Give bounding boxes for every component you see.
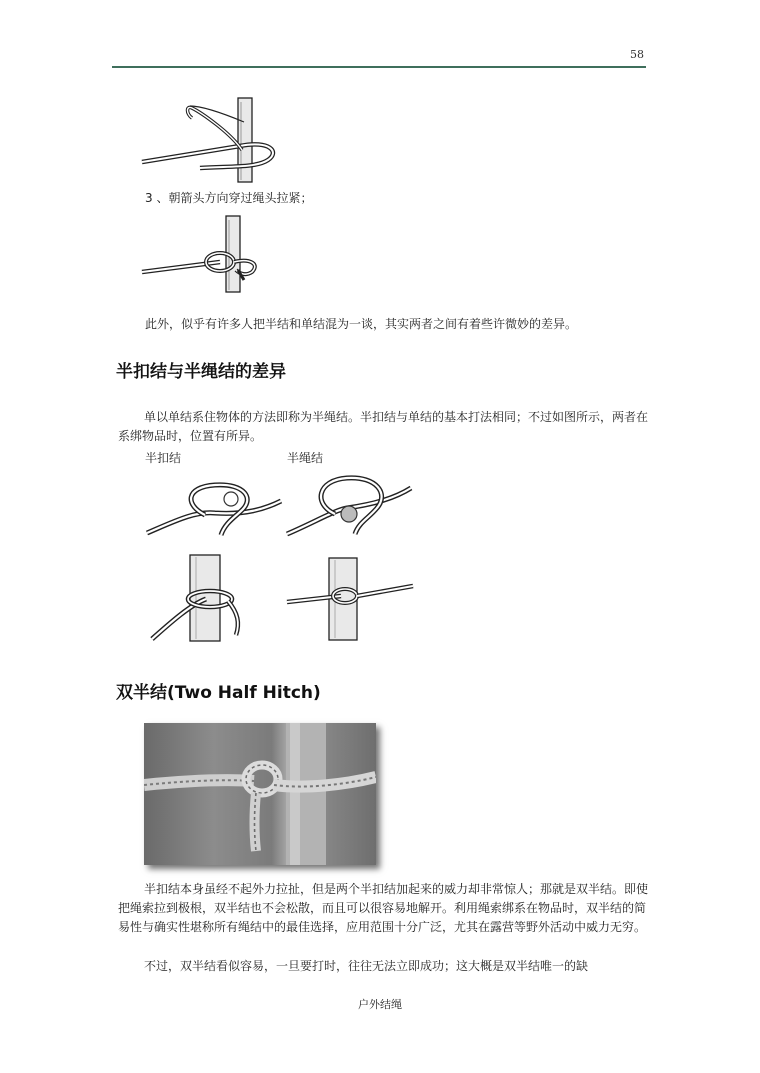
two-half-hitch-photo: [144, 723, 376, 865]
section2-paragraph1: 半扣结本身虽经不起外力拉扯，但是两个半扣结加起来的威力却非常惊人；那就是双半结。即使把绳索拉到极根，双半结也不会松散，而且可以很容易地解开。利用绳索绑系在物品时，双半结的简易性与确实性堪称所有绳结中的最佳选择，应用范围十分广泛，尤其在露营等野外活动中威力无穷。: [118, 882, 649, 934]
footer-title: 户外结绳: [358, 998, 402, 1011]
pole-half-knot-illustration: [285, 556, 415, 642]
step3-caption: 3 、朝箭头方向穿过绳头拉紧；: [145, 191, 313, 205]
label-half-knot: 半绳结: [287, 451, 324, 465]
section1-title: 半扣结与半绳结的差异: [116, 362, 286, 382]
half-knot-illustration: [285, 470, 415, 542]
label-half-hitch: 半扣结: [145, 451, 182, 465]
half-hitch-illustration: [145, 475, 285, 543]
page-number: 58: [630, 48, 644, 61]
knot-step3-illustration: [140, 212, 280, 294]
intro-paragraph: 此外，似乎有许多人把半结和单结混为一谈，其实两者之间有着些许微妙的差异。: [145, 317, 578, 331]
section1-paragraph: 单以单结系住物体的方法即称为半绳结。半扣结与单结的基本打法相同；不过如图所示，两者在系绑物品时，位置有所异。: [118, 410, 649, 443]
knot-step2-illustration: [140, 92, 290, 184]
section2-paragraph2: 不过，双半结看似容易，一旦要打时，往往无法立即成功；这大概是双半结唯一的缺: [144, 959, 589, 973]
header-rule: [112, 66, 646, 68]
pole-half-hitch-illustration: [150, 553, 250, 643]
section2-title: 双半结(Two Half Hitch): [116, 683, 321, 703]
